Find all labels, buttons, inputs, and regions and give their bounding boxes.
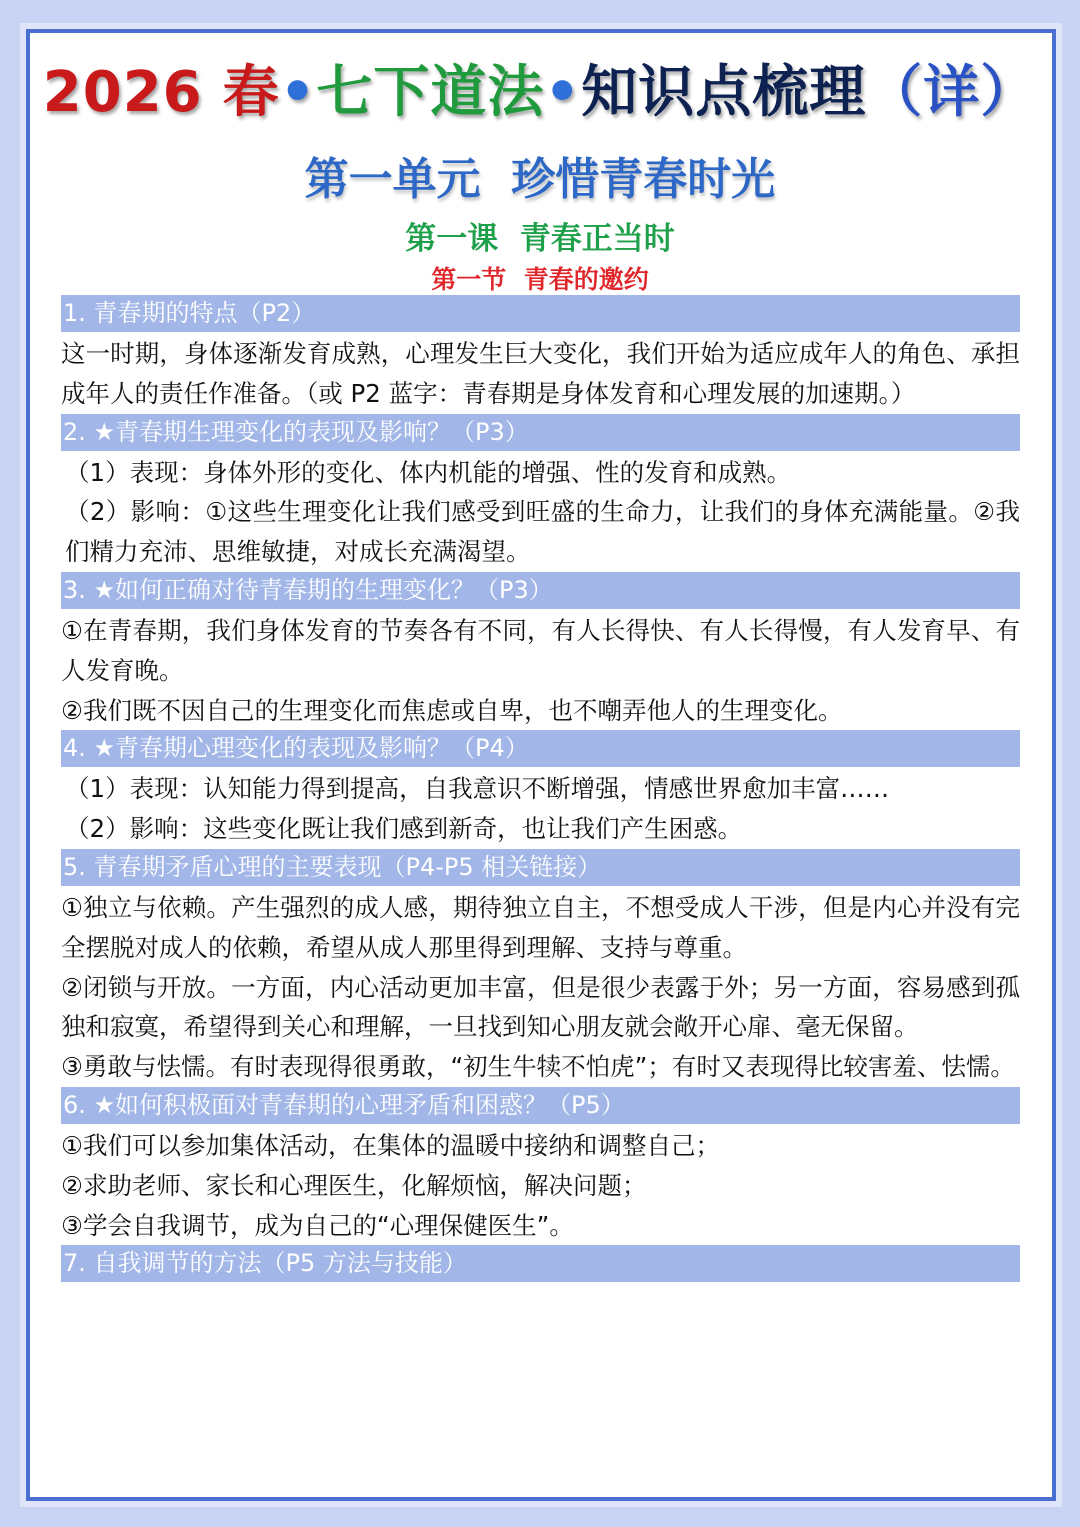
section-title: 第一节 青春的邀约 xyxy=(431,265,649,294)
question-header-2: 2. ★青春期生理变化的表现及影响？（P3） xyxy=(61,414,1020,451)
title-middle: 七下道法 xyxy=(316,60,545,125)
question-header-3: 3. ★如何正确对待青春期的生理变化？（P3） xyxy=(61,572,1020,609)
answer-paragraph: ②我们既不因自己的生理变化而焦虑或自卑，也不嘲弄他人的生理变化。 xyxy=(61,695,843,725)
question-header-7: 7. 自我调节的方法（P5 方法与技能） xyxy=(61,1245,1020,1282)
lesson-title: 第一课 青春正当时 xyxy=(405,221,675,257)
answer-paragraph: ②求助老师、家长和心理医生，化解烦恼，解决问题； xyxy=(61,1170,647,1200)
question-header-5: 5. 青春期矛盾心理的主要表现（P4-P5 相关链接） xyxy=(61,849,1020,886)
answer-paragraph: （2）影响：①这些生理变化让我们感受到旺盛的生命力，让我们的身体充满能量。②我们精力充沛、思维敏捷，对成长充满渴望。 xyxy=(65,497,1020,567)
title-year: 2026 xyxy=(42,60,203,125)
answer-paragraph: ①独立与依赖。产生强烈的成人感，期待独立自主，不想受成人干涉，但是内心并没有完全摆脱对成人的依赖，希望从成人那里得到理解、支持与尊重。 xyxy=(61,892,1020,962)
answer-paragraph: ②闭锁与开放。一方面，内心活动更加丰富，但是很少表露于外；另一方面，容易感到孤独和寂寞，希望得到关心和理解，一旦找到知心朋友就会敞开心扉、毫无保留。 xyxy=(61,972,1020,1042)
question-header-1: 1. 青春期的特点（P2） xyxy=(61,295,1020,332)
title-tail: 知识点梳理 xyxy=(581,60,867,125)
title-spring: 春 xyxy=(222,60,280,125)
answer-paragraph: （1）表现：认知能力得到提高，自我意识不断增强，情感世界愈加丰富…… xyxy=(65,774,890,804)
unit-title: 第一单元 珍惜青春时光 xyxy=(304,154,776,205)
answer-paragraph: ①我们可以参加集体活动，在集体的温暖中接纳和调整自己； xyxy=(61,1130,720,1160)
answer-paragraph: （1）表现：身体外形的变化、体内机能的增强、性的发育和成熟。 xyxy=(65,457,792,487)
answer-paragraph: ③学会自我调节，成为自己的“心理保健医生”。 xyxy=(61,1210,574,1240)
question-header-4: 4. ★青春期心理变化的表现及影响？（P4） xyxy=(61,730,1020,767)
content-area xyxy=(61,295,1020,1284)
title-dot-2: • xyxy=(544,60,582,125)
answer-paragraph: ③勇敢与怯懦。有时表现得很勇敢，“初生牛犊不怕虎”；有时又表现得比较害羞、怯懦。 xyxy=(61,1052,1015,1082)
page-title xyxy=(0,48,1080,128)
answer-paragraph: ①在青春期，我们身体发育的节奏各有不同，有人长得快、有人长得慢，有人发育早、有人发育晚。 xyxy=(61,615,1020,685)
title-dot-1: • xyxy=(279,60,317,125)
answer-paragraph: （2）影响：这些变化既让我们感到新奇，也让我们产生困惑。 xyxy=(65,814,743,844)
question-header-6: 6. ★如何积极面对青春期的心理矛盾和困惑？（P5） xyxy=(61,1087,1020,1124)
title-paren: （详） xyxy=(866,60,1038,125)
answer-paragraph: 这一时期，身体逐渐发育成熟，心理发生巨大变化，我们开始为适应成年人的角色、承担成年人的责任作准备。（或 P2 蓝字：青春期是身体发育和心理发展的加速期。） xyxy=(61,339,1020,408)
